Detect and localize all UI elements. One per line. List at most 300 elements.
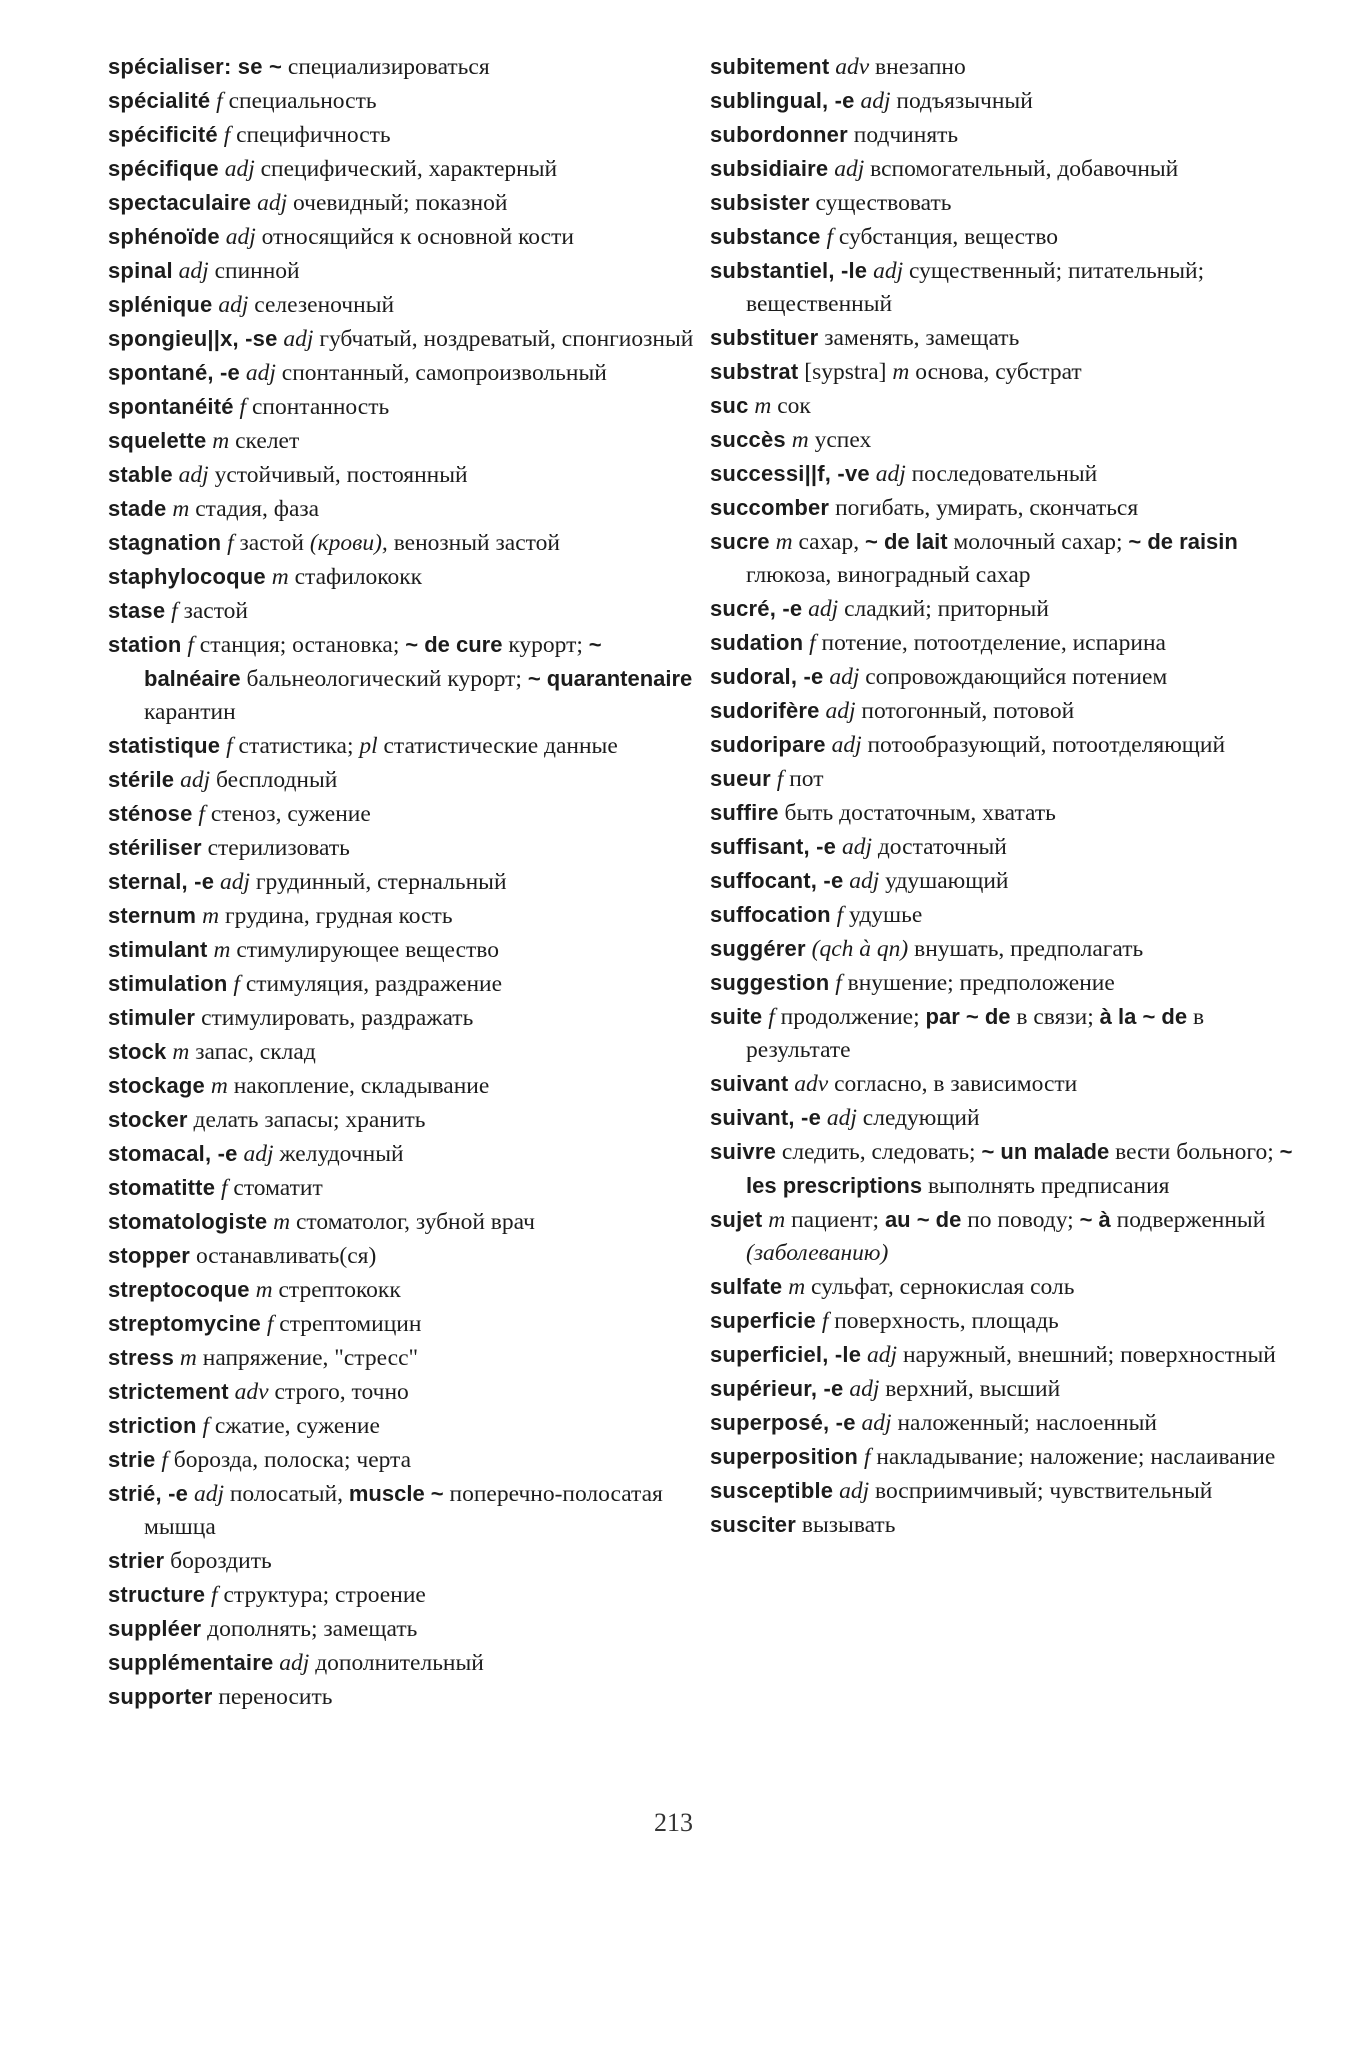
entry-grammar: f: [171, 598, 178, 624]
entry-translation: удушье: [849, 902, 923, 928]
entry-subphrase: à la ~ de: [1099, 1004, 1188, 1029]
dictionary-entry: [108, 424, 698, 458]
entry-grammar: adj: [243, 1141, 274, 1167]
entry-grammar: f: [202, 1413, 209, 1439]
entry-headword: suite: [710, 1004, 763, 1029]
entry-translation: спинной: [214, 258, 300, 284]
entry-translation: удушающий: [885, 868, 1009, 894]
entry-subphrase: ~ de lait: [864, 529, 948, 554]
entry-translation: скелет: [235, 428, 300, 454]
entry-headword: strié, -e: [108, 1481, 189, 1506]
entry-grammar: adj: [860, 88, 891, 114]
entry-subphrase: ~ balnéaire: [144, 632, 602, 691]
dictionary-entry: [710, 152, 1310, 186]
dictionary-entry: [108, 831, 698, 865]
entry-grammar: f: [198, 801, 205, 827]
entry-headword: spécialiser: se ~: [108, 54, 283, 79]
dictionary-entry: [710, 321, 1310, 355]
dictionary-entry: [710, 660, 1310, 694]
entry-grammar: m: [179, 1345, 197, 1371]
entry-headword: squelette: [108, 428, 207, 453]
entry-headword: successi||f, -ve: [710, 461, 870, 486]
entry-translation: дополнительный: [315, 1650, 484, 1676]
entry-grammar: m: [213, 937, 231, 963]
entry-headword: structure: [108, 1582, 206, 1607]
entry-headword: strier: [108, 1548, 165, 1573]
entry-grammar: adj: [875, 461, 906, 487]
entry-headword: sudorifère: [710, 698, 820, 723]
entry-headword: superficie: [710, 1308, 816, 1333]
entry-grammar: f: [776, 766, 784, 792]
dictionary-entry: [710, 830, 1310, 864]
entry-headword: supporter: [108, 1684, 213, 1709]
entry-headword: stimuler: [108, 1005, 196, 1030]
entry-translation: верхний, высший: [885, 1376, 1061, 1402]
entry-headword: sphénoïde: [108, 224, 220, 249]
dictionary-entry: [710, 694, 1310, 728]
entry-headword: spongieu||x, -se: [108, 326, 278, 351]
entry-grammar: f: [211, 1582, 218, 1608]
entry-grammar: adj: [825, 698, 856, 724]
entry-headword: substantiel, -le: [710, 258, 868, 283]
entry-grammar: adj: [224, 156, 255, 182]
entry-headword: strie: [108, 1447, 156, 1472]
entry-headword: sulfate: [710, 1274, 783, 1299]
entry-headword: supplémentaire: [108, 1650, 274, 1675]
entry-headword: suivant: [710, 1071, 789, 1096]
entry-translation: основа, субстрат: [915, 359, 1082, 385]
entry-headword: substance: [710, 224, 821, 249]
dictionary-entry: [108, 152, 698, 186]
entry-translation: в результате: [746, 1004, 1205, 1063]
dictionary-entry: [710, 728, 1310, 762]
dictionary-entry: [710, 1372, 1310, 1406]
entry-translation: стадия, фаза: [195, 496, 320, 522]
entry-translation: вызывать: [801, 1512, 896, 1538]
entry-headword: stagnation: [108, 530, 222, 555]
entry-grammar: m: [172, 496, 190, 522]
entry-translation: в связи;: [1016, 1004, 1100, 1030]
entry-headword: stériliser: [108, 835, 202, 860]
entry-grammar: adv: [234, 1379, 269, 1405]
entry-translation: стоматит: [233, 1175, 323, 1201]
dictionary-entry: [108, 899, 698, 933]
entry-translation: курорт;: [508, 632, 589, 658]
dictionary-entry: [710, 1440, 1310, 1474]
entry-translation: стрептококк: [278, 1277, 401, 1303]
dictionary-entry: [710, 457, 1310, 491]
entry-translation: стафилококк: [294, 564, 423, 590]
dictionary-entry: [710, 864, 1310, 898]
dictionary-entry: [108, 1341, 698, 1375]
dictionary-entry: [108, 390, 698, 424]
entry-grammar: adj: [178, 258, 209, 284]
entry-translation: статистические данные: [383, 733, 618, 759]
entry-headword: stopper: [108, 1243, 191, 1268]
entry-headword: suffire: [710, 800, 779, 825]
entry-grammar: adj: [849, 1376, 880, 1402]
entry-grammar: m: [892, 359, 910, 385]
entry-subphrase: ~ un malade: [981, 1139, 1110, 1164]
dictionary-entry: [108, 865, 698, 899]
dictionary-entry: [710, 1203, 1310, 1270]
dictionary-entry: [108, 1205, 698, 1239]
entry-grammar: f: [227, 530, 234, 556]
entry-translation: специфический, характерный: [260, 156, 558, 182]
dictionary-entry: [710, 898, 1310, 932]
entry-grammar: m: [768, 1207, 786, 1233]
entry-grammar: f: [826, 224, 834, 250]
entry-translation: стеноз, сужение: [210, 801, 371, 827]
entry-headword: spécifique: [108, 156, 219, 181]
dictionary-entry: [108, 356, 698, 390]
entry-grammar: m: [212, 428, 230, 454]
entry-headword: suivre: [710, 1139, 777, 1164]
entry-translation: желудочный: [279, 1141, 404, 1167]
entry-grammar: adj: [861, 1410, 892, 1436]
entry-translation: заменять, замещать: [824, 325, 1020, 351]
entry-grammar: m: [791, 427, 809, 453]
dictionary-entry: [710, 592, 1310, 626]
entry-grammar: adj: [808, 596, 839, 622]
entry-translation: глюкоза, виноградный сахар: [746, 562, 1031, 588]
dictionary-entry: [108, 1307, 698, 1341]
entry-grammar: adj: [873, 258, 904, 284]
entry-headword: stock: [108, 1039, 167, 1064]
entry-note: (крови),: [309, 530, 388, 556]
entry-grammar: m: [754, 393, 772, 419]
entry-headword: succès: [710, 427, 786, 452]
dictionary-entry: [710, 762, 1310, 796]
entry-headword: stomatitte: [108, 1175, 216, 1200]
entry-headword: station: [108, 632, 182, 657]
entry-headword: stase: [108, 598, 166, 623]
entry-grammar: pl: [359, 733, 378, 759]
entry-headword: suffocant, -e: [710, 868, 844, 893]
entry-translation: сопровождающийся потением: [865, 664, 1168, 690]
entry-grammar: f: [226, 733, 233, 759]
entry-translation: погибать, умирать, скончаться: [835, 495, 1139, 521]
entry-headword: suppléer: [108, 1616, 202, 1641]
entry-grammar: f: [239, 394, 247, 420]
entry-headword: superposition: [710, 1444, 859, 1469]
entry-grammar: adj: [218, 292, 249, 318]
entry-translation: специализироваться: [287, 54, 490, 80]
entry-headword: splénique: [108, 292, 213, 317]
entry-translation: застой: [239, 530, 304, 556]
dictionary-entry: [710, 1508, 1310, 1542]
dictionary-entry: [108, 1137, 698, 1171]
entry-translation: очевидный; показной: [293, 190, 508, 216]
entry-grammar: f: [266, 1311, 274, 1337]
entry-grammar: f: [821, 1308, 829, 1334]
entry-headword: sueur: [710, 766, 771, 791]
dictionary-entry: [108, 967, 698, 1001]
entry-translation: выполнять предписания: [927, 1173, 1170, 1199]
entry-grammar: adj: [279, 1650, 310, 1676]
dictionary-entry: [108, 1239, 698, 1273]
dictionary-entry: [108, 1103, 698, 1137]
dictionary-entry: [108, 933, 698, 967]
dictionary-entry: [108, 1680, 698, 1714]
entry-headword: sternal, -e: [108, 869, 215, 894]
dictionary-entry: [710, 1474, 1310, 1508]
entry-translation: согласно, в зависимости: [834, 1071, 1078, 1097]
entry-grammar: adj: [829, 664, 860, 690]
entry-translation: стерилизовать: [207, 835, 350, 861]
entry-translation: строго, точно: [274, 1379, 409, 1405]
entry-translation: карантин: [144, 699, 236, 725]
entry-headword: stimulation: [108, 971, 228, 996]
entry-translation: продолжение;: [780, 1004, 920, 1030]
dictionary-entry: [710, 1270, 1310, 1304]
entry-headword: stocker: [108, 1107, 188, 1132]
entry-grammar: adj: [849, 868, 880, 894]
entry-subphrase: ~ quarantenaire: [527, 666, 693, 691]
dictionary-entry: [710, 626, 1310, 660]
entry-grammar: f: [161, 1447, 168, 1473]
entry-translation: специфичность: [236, 122, 391, 148]
entry-translation: делать запасы; хранить: [193, 1107, 426, 1133]
entry-grammar: m: [273, 1209, 291, 1235]
dictionary-entry: [710, 1338, 1310, 1372]
entry-headword: substrat: [710, 359, 799, 384]
entry-translation: достаточный: [877, 834, 1007, 860]
entry-grammar: adj: [193, 1481, 224, 1507]
entry-headword: susceptible: [710, 1478, 834, 1503]
entry-headword: spectaculaire: [108, 190, 252, 215]
entry-headword: suggestion: [710, 970, 830, 995]
entry-translation: сульфат, сернокислая соль: [811, 1274, 1075, 1300]
entry-translation: полосатый,: [229, 1481, 343, 1507]
dictionary-entry: [710, 186, 1310, 220]
entry-translation: станция; остановка;: [199, 632, 400, 658]
entry-headword: striction: [108, 1413, 197, 1438]
entry-headword: spontané, -e: [108, 360, 240, 385]
entry-grammar: f: [233, 971, 240, 997]
entry-headword: succomber: [710, 495, 830, 520]
dictionary-entry: [710, 932, 1310, 966]
entry-translation: поперечно-полосатая мышца: [144, 1481, 663, 1540]
entry-translation: губчатый, ноздреватый, спонгиозный: [319, 326, 694, 352]
entry-translation: венозный застой: [393, 530, 560, 556]
dictionary-entry: [108, 288, 698, 322]
entry-headword: stérile: [108, 767, 175, 792]
entry-grammar: adj: [225, 224, 256, 250]
entry-grammar: m: [172, 1039, 190, 1065]
entry-translation: подверженный: [1116, 1207, 1266, 1233]
entry-grammar: m: [775, 529, 793, 555]
entry-translation: пациент;: [791, 1207, 880, 1233]
entry-translation: накопление, складывание: [233, 1073, 490, 1099]
entry-translation: борозда, полоска; черта: [173, 1447, 412, 1473]
entry-headword: supérieur, -e: [710, 1376, 844, 1401]
entry-subphrase: au ~ de: [884, 1207, 962, 1232]
entry-grammar: f: [187, 632, 194, 658]
entry-note: (qch à qn): [811, 936, 909, 962]
entry-grammar: m: [788, 1274, 806, 1300]
dictionary-entry: [108, 1409, 698, 1443]
entry-grammar: f: [863, 1444, 871, 1470]
entry-translation: спонтанный, самопроизвольный: [281, 360, 607, 386]
entry-translation: подчинять: [853, 122, 959, 148]
entry-translation: бальнеологический курорт;: [246, 666, 528, 692]
entry-translation: вспомогательный, добавочный: [870, 156, 1179, 182]
entry-headword: substituer: [710, 325, 819, 350]
entry-headword: streptocoque: [108, 1277, 250, 1302]
entry-translation: внушение; предположение: [847, 970, 1115, 996]
dictionary-entry: [108, 1001, 698, 1035]
dictionary-entry: [710, 796, 1310, 830]
entry-subphrase: ~ les prescriptions: [746, 1139, 1293, 1198]
dictionary-entry: [108, 1578, 698, 1612]
entry-grammar: adj: [834, 156, 865, 182]
entry-grammar: adj: [245, 360, 276, 386]
entry-grammar: f: [221, 1175, 228, 1201]
entry-translation: стоматолог, зубной врач: [296, 1209, 535, 1235]
entry-headword: sudoripare: [710, 732, 826, 757]
entry-translation: вести больного;: [1115, 1139, 1280, 1165]
entry-translation: последовательный: [911, 461, 1098, 487]
entry-headword: streptomycine: [108, 1311, 261, 1336]
entry-translation: подъязычный: [896, 88, 1033, 114]
entry-translation: переносить: [218, 1684, 333, 1710]
entry-translation: накладывание; наложение; наслаивание: [876, 1444, 1276, 1470]
entry-translation: статистика;: [238, 733, 354, 759]
entry-grammar: f: [809, 630, 816, 656]
entry-grammar: adj: [826, 1105, 857, 1131]
entry-translation: потогонный, потовой: [861, 698, 1075, 724]
entry-headword: spécificité: [108, 122, 218, 147]
dictionary-entry: [108, 220, 698, 254]
entry-translation: следующий: [862, 1105, 980, 1131]
dictionary-entry: [108, 628, 698, 729]
dictionary-entry: [108, 1375, 698, 1409]
entry-translation: [sypstra]: [804, 359, 887, 385]
entry-headword: stable: [108, 462, 173, 487]
entry-headword: subordonner: [710, 122, 848, 147]
entry-translation: дополнять; замещать: [207, 1616, 418, 1642]
entry-headword: stade: [108, 496, 167, 521]
entry-grammar: adv: [835, 54, 870, 80]
dictionary-entry: [710, 1000, 1310, 1067]
entry-translation: молочный сахар;: [953, 529, 1129, 555]
dictionary-entry: [710, 220, 1310, 254]
entry-grammar: f: [223, 122, 231, 148]
dictionary-entry: [710, 423, 1310, 457]
entry-headword: statistique: [108, 733, 221, 758]
entry-headword: strictement: [108, 1379, 229, 1404]
entry-grammar: adj: [831, 732, 862, 758]
entry-translation: пот: [789, 766, 824, 792]
entry-translation: грудинный, стернальный: [255, 869, 507, 895]
dictionary-entry: [108, 560, 698, 594]
left-column: [108, 50, 698, 1714]
entry-note: (заболеванию): [746, 1240, 889, 1266]
entry-headword: sucre: [710, 529, 770, 554]
dictionary-entry: [710, 491, 1310, 525]
entry-translation: следить, следовать;: [781, 1139, 976, 1165]
entry-grammar: adj: [867, 1342, 898, 1368]
entry-grammar: m: [202, 903, 220, 929]
entry-headword: sudoral, -e: [710, 664, 824, 689]
dictionary-entry: [710, 84, 1310, 118]
dictionary-entry: [108, 492, 698, 526]
entry-translation: по поводу;: [967, 1207, 1080, 1233]
dictionary-entry: [108, 458, 698, 492]
dictionary-entry: [108, 1443, 698, 1477]
entry-headword: suggérer: [710, 936, 806, 961]
entry-headword: stimulant: [108, 937, 208, 962]
dictionary-entry: [108, 186, 698, 220]
entry-translation: стрептомицин: [279, 1311, 422, 1337]
entry-headword: suffisant, -e: [710, 834, 837, 859]
entry-subphrase: par ~ de: [925, 1004, 1011, 1029]
entry-translation: застой: [183, 598, 248, 624]
entry-translation: специальность: [228, 88, 377, 114]
dictionary-entry: [710, 1304, 1310, 1338]
dictionary-entry: [108, 1171, 698, 1205]
entry-headword: sténose: [108, 801, 193, 826]
entry-headword: stomacal, -e: [108, 1141, 238, 1166]
entry-headword: stomatologiste: [108, 1209, 268, 1234]
entry-translation: быть достаточным, хватать: [784, 800, 1056, 826]
entry-headword: sujet: [710, 1207, 763, 1232]
dictionary-entry: [108, 322, 698, 356]
dictionary-entry: [108, 1035, 698, 1069]
entry-headword: suc: [710, 393, 749, 418]
dictionary-entry: [710, 50, 1310, 84]
entry-grammar: m: [210, 1073, 228, 1099]
entry-grammar: m: [255, 1277, 273, 1303]
dictionary-entry: [108, 1477, 698, 1544]
entry-translation: устойчивый, постоянный: [214, 462, 468, 488]
entry-grammar: adj: [283, 326, 314, 352]
entry-grammar: f: [836, 902, 844, 928]
entry-headword: sublingual, -e: [710, 88, 855, 113]
entry-translation: внушать, предполагать: [914, 936, 1144, 962]
entry-subphrase: ~ à: [1079, 1207, 1111, 1232]
dictionary-entry: [108, 1646, 698, 1680]
entry-translation: сок: [777, 393, 811, 419]
entry-headword: superficiel, -le: [710, 1342, 862, 1367]
dictionary-entry: [108, 797, 698, 831]
entry-headword: susciter: [710, 1512, 796, 1537]
entry-translation: стимуляция, раздражение: [245, 971, 503, 997]
entry-translation: сахар,: [798, 529, 860, 555]
dictionary-entry: [710, 1101, 1310, 1135]
dictionary-entry: [108, 729, 698, 763]
entry-headword: suffocation: [710, 902, 831, 927]
entry-grammar: adv: [794, 1071, 829, 1097]
entry-grammar: f: [835, 970, 842, 996]
entry-translation: относящийся к основной кости: [261, 224, 574, 250]
dictionary-entry: [108, 526, 698, 560]
entry-grammar: adj: [180, 767, 211, 793]
dictionary-entry: [710, 525, 1310, 592]
dictionary-entry: [710, 254, 1310, 321]
dictionary-entry: [710, 389, 1310, 423]
entry-translation: наложенный; наслоенный: [897, 1410, 1157, 1436]
entry-translation: наружный, внешний; поверхностный: [902, 1342, 1276, 1368]
entry-grammar: adj: [257, 190, 288, 216]
entry-headword: superposé, -e: [710, 1410, 856, 1435]
entry-translation: субстанция, вещество: [838, 224, 1059, 250]
entry-translation: селезеночный: [254, 292, 395, 318]
entry-grammar: adj: [841, 834, 872, 860]
dictionary-entry: [710, 355, 1310, 389]
right-column: [710, 50, 1310, 1542]
